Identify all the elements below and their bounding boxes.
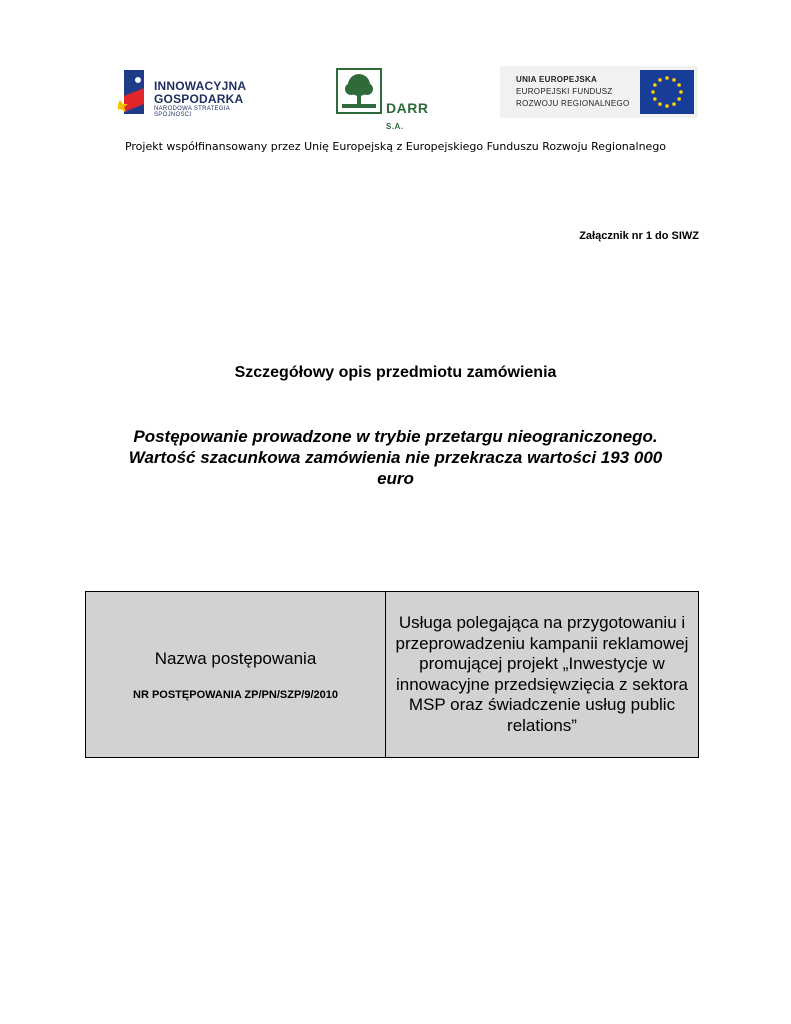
eu-logo <box>500 66 698 118</box>
eu-star <box>653 97 657 101</box>
innowacyjna-gospodarka-logo <box>118 66 268 120</box>
eu-star <box>665 76 669 80</box>
darr-name: DARR <box>386 100 429 116</box>
logo-ig-line1: INNOWACYJNA <box>154 79 247 93</box>
eu-star <box>651 90 655 94</box>
eu-star <box>677 97 681 101</box>
eu-stars <box>640 70 694 114</box>
innowacyjna-gospodarka-emblem-icon <box>118 68 150 118</box>
document-subtitle <box>90 426 701 489</box>
procedure-name-label: Nazwa postępowania <box>154 648 317 668</box>
darr-suffix: S.A. <box>386 122 404 131</box>
cofinancing-note: Projekt współfinansowany przez Unię Europejską z Europejskiego Funduszu Rozwoju Regionalnego <box>124 140 667 153</box>
procedure-number: NR POSTĘPOWANIA ZP/PN/SZP/9/2010 <box>133 688 338 701</box>
logo-ig-line2: GOSPODARKA <box>154 92 244 106</box>
eu-line3: ROZWOJU REGIONALNEGO <box>516 99 630 108</box>
subtitle-line2: Wartość szacunkowa zamówienia nie przekracza wartości 193 000 <box>128 448 663 467</box>
document-title: Szczegółowy opis przedmiotu zamówienia <box>234 364 557 381</box>
darr-logo <box>336 68 448 131</box>
table-right-cell <box>386 592 698 757</box>
eu-star <box>672 102 676 106</box>
eu-line2: EUROPEJSKI FUNDUSZ <box>516 87 613 96</box>
eu-star <box>677 83 681 87</box>
eu-star <box>658 102 662 106</box>
logo-ig-line3: NARODOWA STRATEGIA SPÓJNOŚCI <box>154 106 230 118</box>
darr-wordmark <box>386 100 448 132</box>
annex-label: Załącznik nr 1 do SIWZ <box>579 230 699 242</box>
eu-star <box>658 78 662 82</box>
procurement-info-table <box>85 591 699 758</box>
subtitle-line1: Postępowanie prowadzone w trybie przetargu nieograniczonego. <box>133 427 658 446</box>
table-left-cell <box>86 592 386 757</box>
subtitle-line3: euro <box>377 469 414 488</box>
service-description: Usługa polegająca na przygotowaniu i przeprowadzeniu kampanii reklamowej promującej projekt „Inwestycje w innowacyjne przedsięwzięcia z sektora MSP oraz świadczenie usług public relations” <box>395 613 689 735</box>
eu-star <box>665 104 669 108</box>
darr-tree-frame <box>336 68 382 114</box>
eu-flag-icon <box>640 70 694 114</box>
tree-icon <box>338 70 380 112</box>
eu-line1: UNIA EUROPEJSKA <box>516 75 598 84</box>
eu-star <box>672 78 676 82</box>
eu-star <box>679 90 683 94</box>
eu-star <box>653 83 657 87</box>
